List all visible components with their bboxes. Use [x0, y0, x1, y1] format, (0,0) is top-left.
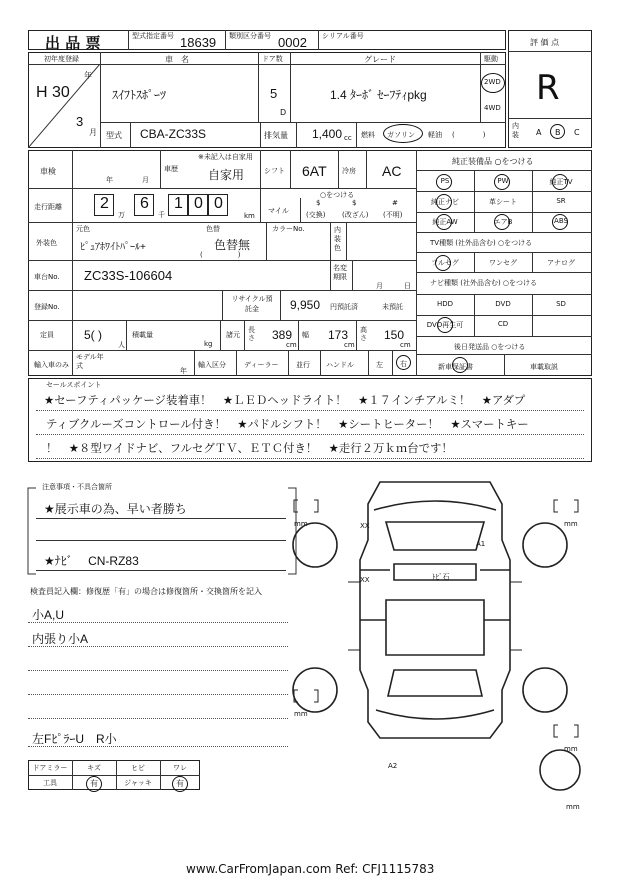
door-suffix: D: [280, 108, 287, 117]
shift-label: シフト: [264, 167, 285, 175]
model-label: 型式: [106, 131, 122, 140]
later-manual: 車載取説: [530, 363, 558, 371]
damage-mark-stone: ﾄﾋﾞ石: [432, 573, 450, 581]
chassis: ZC33S-106604: [84, 268, 173, 283]
equipment-item: エアB: [493, 218, 513, 226]
odometer-circle-note: ○をつける: [320, 191, 355, 199]
crack-label: ヒビ: [131, 764, 145, 772]
page-title: 出 品 票: [45, 34, 101, 52]
mileage-man: 万: [118, 211, 125, 219]
serial-label: シリアル番号: [322, 32, 364, 40]
interior-label: 内装: [512, 122, 519, 139]
equipment-circle: [436, 214, 452, 230]
class-no-label: 類別区分番号: [229, 32, 271, 40]
equipment-item: PW: [497, 177, 509, 185]
notes-label: 注意事項・不具合箇所: [42, 483, 112, 491]
sales-points-label: セールスポイント: [46, 381, 102, 389]
notes-line-4: 内張り小A: [32, 632, 89, 646]
length-label: 長さ: [248, 326, 255, 342]
genuine-equipment-label: 純正装備品 ○をつける: [452, 157, 534, 166]
equipment-item: ABS: [554, 217, 568, 225]
navi-item: SD: [556, 300, 566, 308]
drive-label: 駆動: [484, 55, 498, 63]
fuel-label: 燃料: [361, 131, 375, 139]
navi-dvd-circle: [437, 317, 453, 333]
fuel-diesel: 軽油: [428, 131, 442, 139]
navi-item: DVD再生可: [426, 321, 464, 329]
reg-no-label: 登録No.: [34, 303, 60, 311]
height-label: 高さ: [360, 326, 367, 342]
chassis-label: 車台No.: [34, 273, 60, 281]
recycle-amount: 9,950: [290, 298, 321, 312]
equipment-circle: [494, 174, 510, 190]
damage-mark-a1: A1: [476, 540, 486, 548]
handle-label: ハンドル: [326, 361, 354, 369]
mm-label-rl: mm: [294, 710, 308, 718]
sales-line-3: ！ ★８型ワイドナビ、フルセグＴＶ、ＥＴＣ付き！ ★走行２万ｋｍ台です！: [46, 441, 453, 455]
length: 389: [272, 328, 293, 342]
ac-label: 冷房: [342, 167, 356, 175]
displacement: 1,400: [312, 127, 343, 141]
reg-diagonal: [28, 64, 100, 148]
mm-label-rr: mm: [564, 745, 578, 753]
jack-value: 有: [160, 776, 200, 792]
width-cm: cm: [344, 341, 355, 349]
swap-label: (交換): [306, 211, 326, 219]
mileage-digit-1: 2: [100, 195, 109, 212]
mileage-label: 走行距離: [34, 203, 62, 211]
interior-c: C: [574, 128, 580, 137]
damage-mark-xx-side: XX: [360, 576, 370, 584]
grade: 1.4 ﾀｰﾎﾞ ｾｰﾌﾃｨpkg: [330, 88, 427, 102]
color-no-label: カラーNo.: [272, 225, 305, 233]
width: 173: [328, 328, 349, 342]
displacement-label: 排気量: [264, 131, 288, 140]
height-cm: cm: [400, 341, 411, 349]
evaluation-label: 評 価 点: [530, 38, 560, 47]
interior-b: B: [555, 128, 561, 137]
model-type-no: 18639: [180, 35, 217, 50]
drive-4wd: 4WD: [484, 104, 501, 112]
equipment-item: 純正AW: [432, 218, 458, 226]
door-mirror-label: ドアミラー: [32, 764, 68, 772]
equipment-circle: [494, 214, 510, 230]
car-damage-diagram: [290, 470, 600, 810]
equipment-item: 純正ナビ: [431, 198, 459, 206]
evaluation-score: R: [536, 68, 560, 108]
usage: 自家用: [208, 168, 245, 182]
car-name-label: 車 名: [165, 55, 189, 64]
name-change-label: 名変期限: [333, 264, 347, 281]
length-cm: cm: [286, 341, 297, 349]
recycle-none: 未預託: [382, 303, 403, 311]
model: CBA-ZC33S: [140, 127, 207, 141]
recycle-unit: 円預託済: [330, 303, 358, 311]
orig-color: ﾋﾟｭｱﾎﾜｲﾄﾊﾟｰﾙ+: [80, 242, 146, 253]
navi-item: CD: [497, 320, 509, 328]
capacity-label: 定員: [40, 331, 54, 339]
doors: 5: [270, 86, 278, 101]
mm-label-fl: mm: [294, 520, 308, 528]
recycle-label: リサイクル預託金: [231, 295, 273, 313]
mileage-digit-5: 0: [214, 195, 223, 212]
jack-label: ジャッキ: [124, 779, 152, 787]
color-change: 色替無: [214, 238, 251, 252]
mileage-sen: 千: [158, 211, 165, 219]
unknown-label: (不明): [383, 211, 403, 219]
equipment-circle: [552, 174, 568, 190]
first-reg-label: 初年度登録: [44, 55, 79, 63]
tv-type-label: TV種類 (社外品含む) ○をつける: [430, 239, 533, 247]
tv-fullseg-circle: [435, 255, 451, 271]
class-no: 0002: [278, 35, 307, 50]
dealer: ディーラー: [244, 361, 279, 369]
tools-value: 有: [72, 776, 116, 792]
later-warranty: 新車保証書: [438, 363, 473, 371]
mm-label-fr: mm: [564, 520, 578, 528]
inspection-year-unit: 年: [106, 176, 113, 184]
import-label: 輸入車のみ: [34, 361, 69, 369]
equipment-circle: [552, 214, 568, 230]
mileage-digit-3: 1: [174, 195, 183, 212]
fuel-other: ( ): [452, 131, 486, 139]
sales-line-1: ★セーフティパッケージ装着車！ ★ＬＥＤヘッドライト！ ★１７インチアルミ！ ★アダプ: [44, 393, 526, 407]
navi-item: HDD: [436, 300, 454, 308]
later-warranty-circle: [452, 357, 468, 373]
doors-label: ドア数: [262, 55, 283, 63]
mileage-digit-2: 6: [140, 195, 149, 212]
tamper-mark: $: [352, 199, 357, 207]
exterior-color-label: 外装色: [36, 239, 57, 247]
displacement-unit: cc: [344, 134, 352, 142]
shift: 6AT: [302, 163, 327, 179]
sales-line-2: ティブクルーズコントロール付き！ ★パドルシフト！ ★シートヒーター！ ★スマートキー: [46, 417, 529, 431]
mileage-digit-4: 0: [194, 195, 203, 212]
model-type-no-label: 型式指定番号: [132, 32, 174, 40]
fuel-gas: ガソリン: [387, 131, 415, 139]
model-year-label: モデル年式: [76, 353, 104, 370]
month-unit: 月: [89, 128, 97, 137]
handle-right: 右: [400, 360, 407, 368]
capacity: 5( ): [84, 328, 102, 342]
ac: AC: [382, 163, 402, 179]
mileage-unit: km: [244, 212, 255, 220]
tamper-label: (改ざん): [342, 211, 369, 219]
damage-mark-xx-front: XX: [360, 522, 370, 530]
footer-ref: www.CarFromJapan.com Ref: CFJ1115783: [186, 862, 435, 876]
first-reg-year: H 30: [36, 84, 70, 101]
drive-2wd: 2WD: [484, 78, 501, 86]
parallel: 並行: [296, 361, 310, 369]
load-unit: kg: [204, 340, 213, 348]
dims-label: 諸元: [226, 331, 240, 339]
navi-item: DVD: [495, 300, 511, 308]
mile-label: マイル: [268, 207, 289, 215]
notes-line-1: ★展示車の為、早い者勝ち: [44, 502, 187, 516]
import-class-label: 輸入区分: [198, 361, 226, 369]
equipment-item: SR: [556, 197, 566, 205]
width-label: 幅: [302, 331, 309, 339]
scratch-label: キズ: [87, 764, 101, 772]
inspector-label: 検査員記入欄：修復歴「有」の場合は修復箇所・交換箇所を記入: [30, 587, 262, 596]
swap-mark: $: [316, 199, 321, 207]
notes-line-5: 左FﾋﾟﾗｰU R小: [32, 732, 117, 746]
height: 150: [384, 328, 405, 342]
first-reg-month: 3: [76, 114, 84, 129]
inspection-month-unit: 月: [142, 176, 149, 184]
equipment-circle: [436, 174, 452, 190]
equipment-item: 革シート: [489, 198, 517, 206]
color-paren: ( ): [200, 251, 241, 259]
grade-label: グレード: [364, 55, 396, 64]
later-ship-label: 後日発送品 ○をつける: [454, 343, 526, 351]
orig-color-label: 元色: [76, 225, 90, 233]
break-label: ワレ: [173, 764, 187, 772]
model-year-unit: 年: [180, 367, 187, 375]
handle-left: 左: [376, 361, 383, 369]
interior-a: A: [536, 128, 542, 137]
load-label: 積載量: [132, 331, 153, 339]
damage-mark-a2: A2: [388, 762, 398, 770]
equipment-circle: [436, 194, 452, 210]
inspection-label: 車検: [40, 167, 56, 176]
usage-note: ※未記入は自家用: [198, 153, 253, 161]
usage-label: 車歴: [164, 165, 178, 173]
tv-item: アナログ: [547, 259, 575, 267]
year-unit: 年: [84, 71, 92, 80]
tv-item: ワンセグ: [489, 259, 517, 267]
notes-line-2: ★ﾅﾋﾞ CN-RZ83: [44, 554, 139, 568]
tv-item: フルセグ: [431, 259, 459, 267]
capacity-unit: 人: [118, 341, 125, 349]
color-change-label: 色替: [206, 225, 220, 233]
unknown-mark: #: [392, 199, 398, 207]
equipment-item: PS: [440, 177, 450, 185]
int-color-label: 内装色: [334, 226, 341, 252]
tools-label: 工具: [43, 779, 57, 787]
notes-line-3: 小A,U: [32, 608, 65, 622]
equipment-item: 純正TV: [549, 178, 573, 186]
mm-label-spare: mm: [566, 803, 580, 811]
name-change-month-unit: 月: [376, 282, 383, 290]
navi-type-label: ナビ種類 (社外品含む) ○をつける: [430, 279, 538, 287]
name-change-day-unit: 日: [404, 282, 411, 290]
car-name: ｽｲﾌﾄｽﾎﾟｰﾂ: [112, 88, 167, 102]
